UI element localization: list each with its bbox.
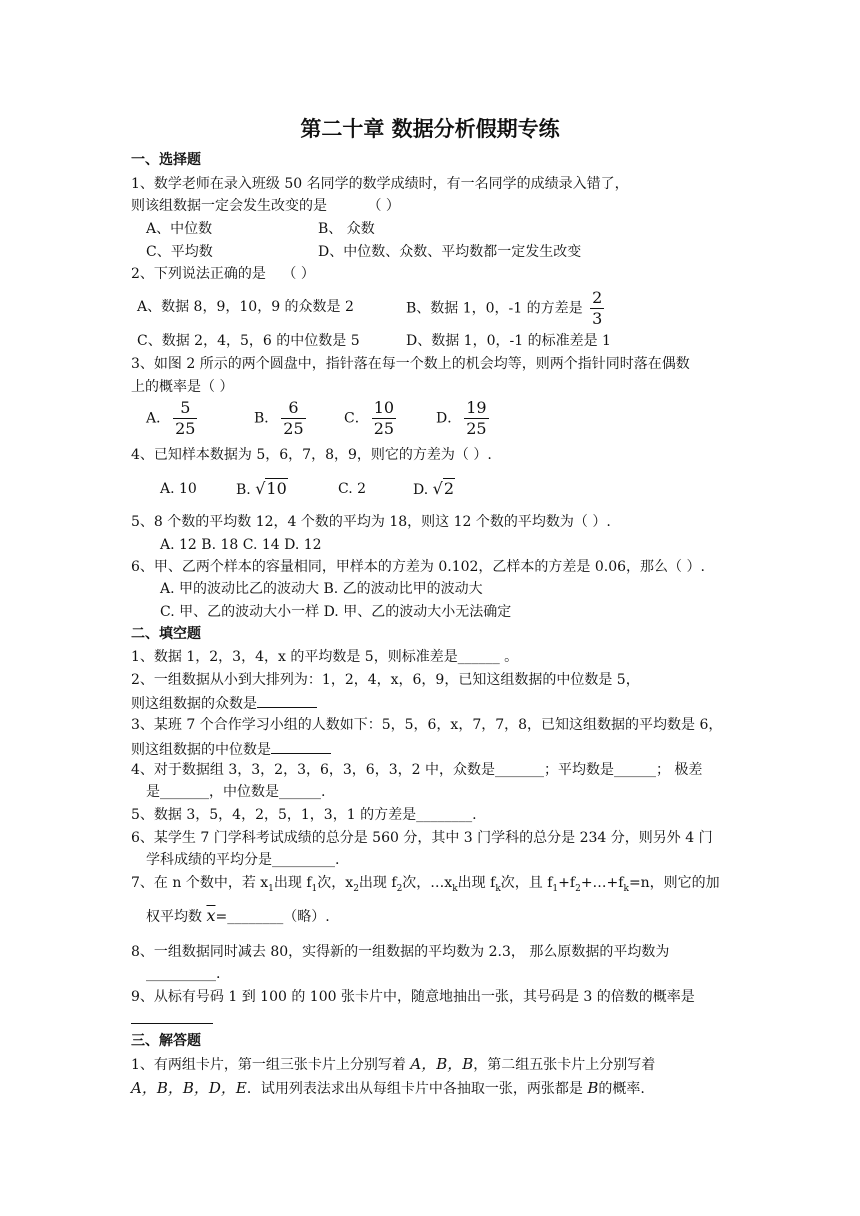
subscript: k xyxy=(495,883,501,894)
text-run: 权平均数 xyxy=(146,909,202,925)
answer-q1-line2 xyxy=(131,1078,645,1099)
fill-q8-line1: 8、一组数据同时减去 80，实得新的一组数据的平均数为 2.3， 那么原数据的平均数为 xyxy=(131,944,670,960)
fill-q7-line2 xyxy=(146,906,330,927)
x-bar-symbol: $\overline{x}$ xyxy=(206,906,216,925)
subscript: 1 xyxy=(311,883,318,894)
subscript: k xyxy=(623,883,629,894)
text-run: 出现 f xyxy=(273,875,312,891)
fraction-denominator: 25 xyxy=(283,419,304,438)
choice-q3-option-a xyxy=(146,398,200,439)
subscript: 1 xyxy=(552,883,559,894)
fraction xyxy=(372,398,396,439)
math-letters: B xyxy=(587,1079,599,1097)
text-run: 出现 f xyxy=(358,875,397,891)
text-run: +…+f xyxy=(580,875,624,891)
text-run: 次，x xyxy=(317,875,354,891)
choice-q1-option-b: B、 众数 xyxy=(318,221,375,237)
square-root: √2 xyxy=(432,479,455,498)
option-label: D. xyxy=(413,482,429,498)
answer-blank xyxy=(271,738,331,754)
fraction-denominator: 25 xyxy=(466,419,487,438)
fraction-numerator: 2 xyxy=(592,288,603,307)
text-run: 次，且 f xyxy=(500,875,553,891)
text-run: +f xyxy=(558,875,576,891)
choice-q3-option-b xyxy=(254,398,309,439)
fraction-denominator: 25 xyxy=(175,419,196,438)
choice-q3-line1: 3、如图 2 所示的两个圆盘中，指针落在每一个数上的机会均等，则两个指针同时落在偶数 xyxy=(131,356,690,372)
math-letters: A，B，B xyxy=(410,1055,474,1073)
text-run: 的概率. xyxy=(598,1081,645,1097)
radicand: 10 xyxy=(266,479,287,498)
choice-q1-line1: 1、数学老师在录入班级 50 名同学的数学成绩时，有一名同学的成绩录入错了， xyxy=(131,176,629,192)
choice-q2-paren: （ ） xyxy=(282,266,315,282)
math-letters: A，B，B，D，E xyxy=(131,1079,247,1097)
fill-q2-line1: 2、一组数据从小到大排列为：1，2，4，x，6，9，已知这组数据的中位数是 5， xyxy=(131,672,640,688)
fraction xyxy=(173,398,197,439)
choice-q3-option-c xyxy=(344,398,399,439)
section-heading-answer: 三、解答题 xyxy=(131,1033,201,1049)
option-label: B. xyxy=(236,482,251,498)
text-run: =n，则它的加 xyxy=(628,875,720,891)
fill-q6-line1: 6、某学生 7 门学科考试成绩的总分是 560 分，其中 3 门学科的总分是 234 分，则另外 4 门 xyxy=(131,830,713,846)
fraction-denominator: 3 xyxy=(592,309,603,328)
choice-q1-paren: （ ） xyxy=(367,198,400,214)
answer-blank xyxy=(131,1008,213,1024)
text-run: ，第二组五张卡片上分别写着 xyxy=(473,1057,656,1073)
option-label: D． xyxy=(436,410,462,427)
choice-q1-option-c: C、平均数 xyxy=(146,244,213,260)
fraction xyxy=(590,288,604,329)
choice-q2-option-b xyxy=(406,288,607,329)
fraction-denominator: 25 xyxy=(373,419,395,438)
subscript: 2 xyxy=(396,883,403,894)
fraction-numerator: 5 xyxy=(173,398,197,419)
subscript: 1 xyxy=(268,883,274,894)
text-run: =________（略）. xyxy=(215,909,330,925)
page-title: 第二十章 数据分析假期专练 xyxy=(300,117,560,141)
choice-q1-option-d: D、中位数、众数、平均数都一定发生改变 xyxy=(318,244,582,260)
answer-q1-line1 xyxy=(131,1054,655,1075)
choice-q6-options-ab: A. 甲的波动比乙的波动大 B. 乙的波动比甲的波动大 xyxy=(160,581,483,597)
choice-q4-option-a: A. 10 xyxy=(160,481,197,497)
subscript: 2 xyxy=(575,883,581,894)
choice-q1-line2 xyxy=(131,196,400,216)
text-run: 1、有两组卡片，第一组三张卡片上分别写着 xyxy=(131,1057,406,1073)
text-run: ．试用列表法求出从每组卡片中各抽取一张，两张都是 xyxy=(246,1081,583,1097)
fill-q5: 5、数据 3，5，4，2，5，1，3，1 的方差是________. xyxy=(131,807,477,823)
choice-q4-option-d xyxy=(413,479,455,500)
fraction xyxy=(281,398,305,439)
fill-q2-line2 xyxy=(131,692,317,714)
fill-q8-line2: __________. xyxy=(146,966,221,982)
choice-q3-line2: 上的概率是（ ） xyxy=(131,379,234,395)
option-label: C． xyxy=(344,410,369,427)
choice-q2-option-c: C、数据 2，4，5，6 的中位数是 5 xyxy=(137,333,360,349)
radicand: 2 xyxy=(443,479,455,498)
choice-q4-option-c: C. 2 xyxy=(338,481,367,497)
fraction-numerator: 6 xyxy=(281,398,305,419)
choice-q6: 6、甲、乙两个样本的容量相同，甲样本的方差为 0.102，乙样本的方差是 0.06，那么（ ）. xyxy=(131,559,705,575)
section-heading-choice: 一、选择题 xyxy=(131,152,201,168)
subscript: k xyxy=(452,883,458,894)
choice-q6-options-cd: C. 甲、乙的波动大小一样 D. 甲、乙的波动大小无法确定 xyxy=(160,604,512,620)
answer-blank xyxy=(257,692,317,708)
option-label: A． xyxy=(146,410,171,427)
subscript: 2 xyxy=(353,883,359,894)
choice-q1-text: 则该组数据一定会发生改变的是 xyxy=(131,198,327,214)
choice-q5-options: A. 12 B. 18 C. 14 D. 12 xyxy=(160,537,322,553)
fill-q3-text: 则这组数据的中位数是 xyxy=(131,742,271,758)
text-run: 7、在 n 个数中，若 x xyxy=(131,875,269,891)
choice-q2-text: 2、下列说法正确的是 xyxy=(131,266,266,282)
choice-q4-option-b xyxy=(236,479,288,500)
fill-q3-line1: 3、某班 7 个合作学习小组的人数如下：5，5，6，x，7，7，8，已知这组数据的平均数是 6， xyxy=(131,717,723,733)
fraction-numerator: 19 xyxy=(466,398,487,417)
fill-q6-line2: 学科成绩的平均分是_________. xyxy=(146,852,340,868)
fraction-numerator: 10 xyxy=(373,398,395,417)
choice-q2-option-a: A、数据 8，9，10，9 的众数是 2 xyxy=(137,299,354,315)
choice-q3-option-d xyxy=(436,398,492,439)
choice-q2-option-d: D、数据 1，0，-1 的标准差是 1 xyxy=(406,333,611,349)
text-run: 次，…x xyxy=(402,875,453,891)
choice-q1-option-a: A、中位数 xyxy=(146,221,213,237)
section-heading-fill: 二、填空题 xyxy=(131,626,201,642)
fill-q4-line1: 4、对于数据组 3，3，2，3，6，3，6，3，2 中，众数是_______；平均数是______； 极差 xyxy=(131,762,703,778)
text-run: 出现 f xyxy=(457,875,496,891)
fill-q7-line1 xyxy=(131,873,720,899)
choice-q2 xyxy=(131,264,315,284)
choice-q4: 4、已知样本数据为 5，6，7，8，9，则它的方差为（ ）. xyxy=(131,447,492,463)
fraction xyxy=(464,398,488,439)
choice-q2-option-b-text: B、数据 1，0，-1 的方差是 xyxy=(406,300,583,317)
fill-q2-text: 则这组数据的众数是 xyxy=(131,696,257,712)
fill-q3-line2 xyxy=(131,738,331,760)
choice-q5: 5、8 个数的平均数 12，4 个数的平均为 18，则这 12 个数的平均数为（ ）. xyxy=(131,514,611,530)
square-root: √10 xyxy=(255,479,287,498)
fill-q1: 1、数据 1，2，3，4，x 的平均数是 5，则标准差是______ 。 xyxy=(131,649,519,665)
fill-q9: 9、从标有号码 1 到 100 的 100 张卡片中，随意地抽出一张，其号码是 3 的倍数的概率是 xyxy=(131,989,695,1005)
fill-q4-line2: 是_______，中位数是______. xyxy=(146,784,326,800)
option-label: B． xyxy=(254,410,279,427)
